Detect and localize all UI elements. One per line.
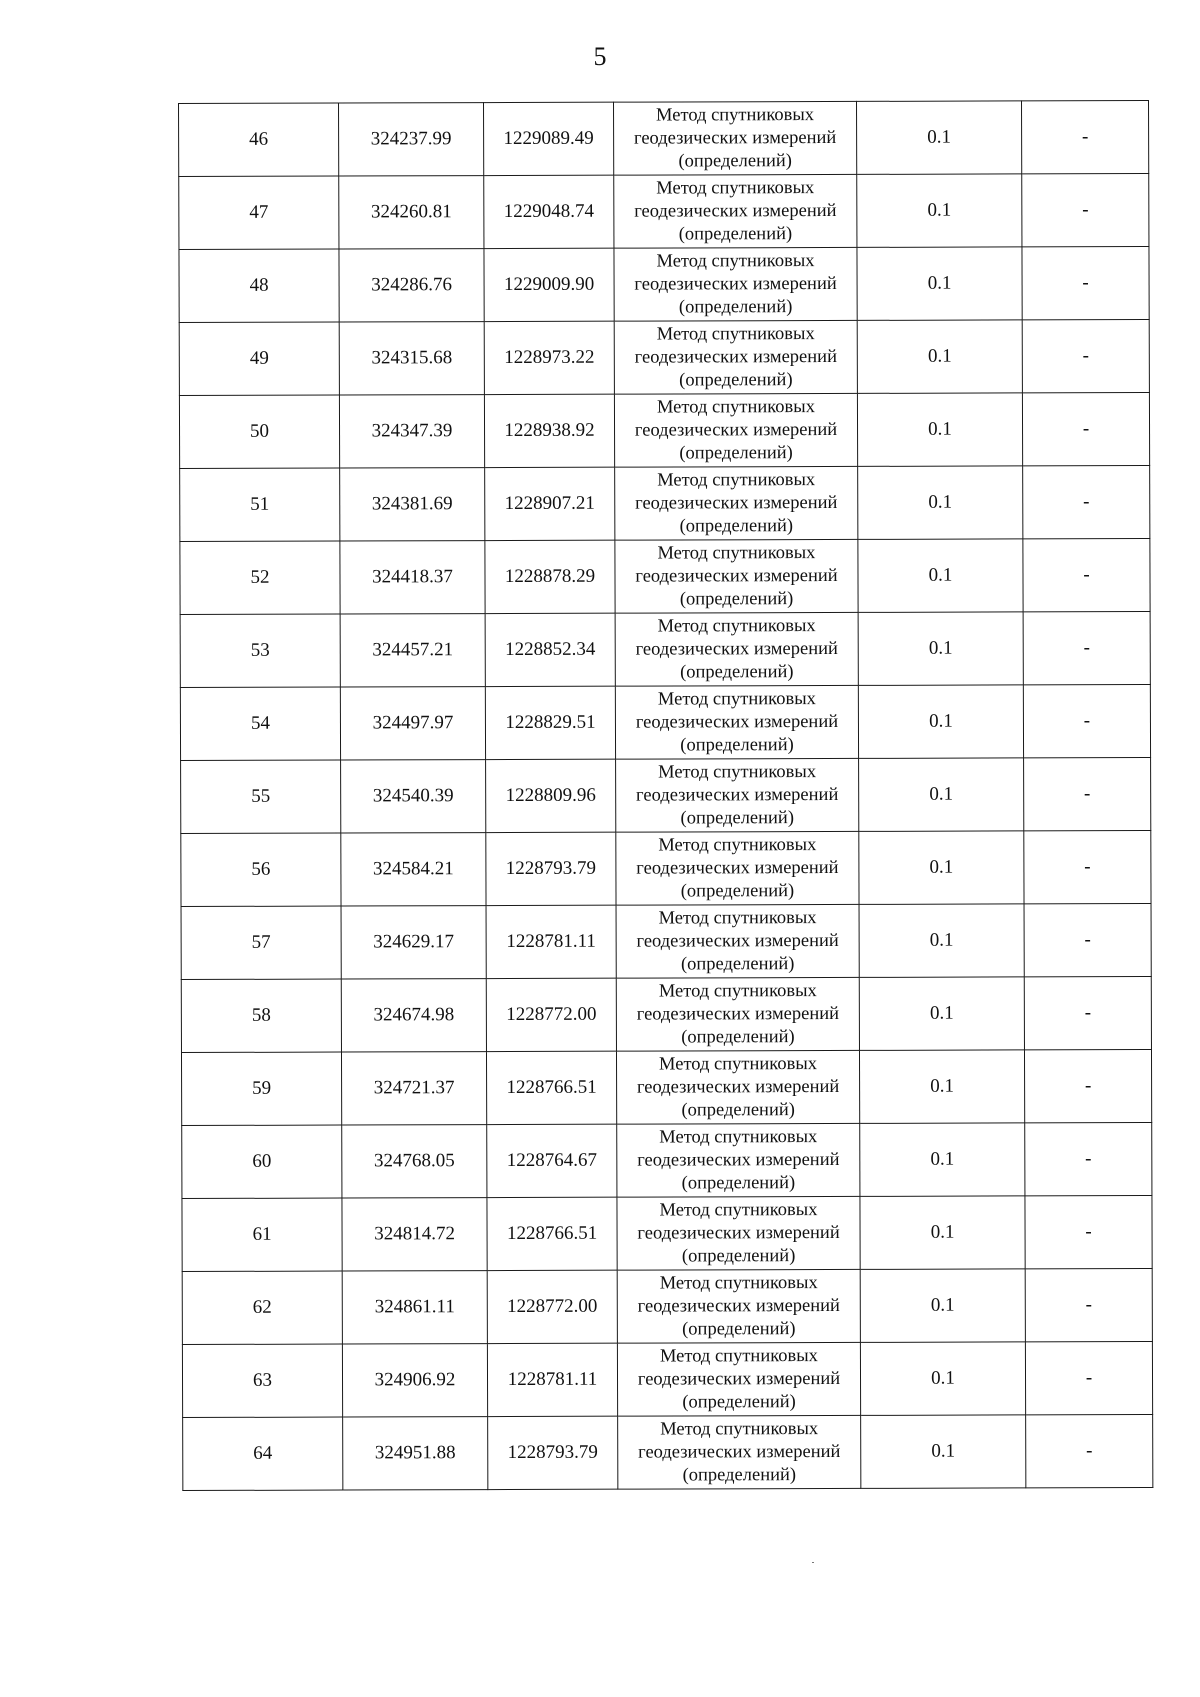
note-cell: -: [1025, 1122, 1152, 1195]
method-line: Метод спутниковых: [656, 104, 815, 126]
method-cell: [614, 320, 857, 394]
method-line: (определений): [679, 369, 793, 390]
accuracy-cell: 0.1: [859, 1050, 1024, 1124]
x-coordinate-cell: 324286.76: [339, 249, 484, 322]
x-coordinate-cell: 324237.99: [339, 103, 484, 176]
note-cell: -: [1024, 830, 1151, 903]
method-line: (определений): [681, 1245, 796, 1266]
accuracy-cell: 0.1: [857, 101, 1022, 175]
method-cell: [614, 393, 857, 467]
accuracy-cell: 0.1: [858, 539, 1023, 613]
method-line: Метод спутниковых: [658, 1053, 818, 1075]
method-cell: [615, 539, 858, 613]
x-coordinate-cell: 324497.97: [340, 687, 485, 760]
note-cell: -: [1023, 684, 1150, 757]
method-line: Метод спутниковых: [657, 615, 816, 637]
method-line: (определений): [680, 734, 794, 755]
point-number-cell: 50: [179, 395, 339, 469]
method-line: геодезических измерений: [636, 857, 839, 879]
method-line: Метод спутниковых: [658, 907, 817, 929]
table-row: [181, 830, 1151, 906]
method-line: геодезических измерений: [635, 711, 839, 733]
method-line: Метод спутниковых: [656, 396, 815, 418]
y-coordinate-cell: 1228809.96: [486, 759, 616, 832]
table-row: [179, 100, 1149, 176]
method-cell: [616, 904, 859, 978]
x-coordinate-cell: 324906.92: [342, 1344, 487, 1417]
table-row: [179, 319, 1149, 395]
method-line: Метод спутниковых: [657, 542, 816, 564]
method-line: (определений): [678, 223, 793, 244]
method-line: (определений): [682, 1464, 797, 1485]
method-cell: [614, 174, 857, 248]
method-line: (определений): [682, 1391, 796, 1412]
table-row: [180, 465, 1150, 541]
method-cell: [614, 101, 857, 175]
method-line: (определений): [680, 807, 795, 828]
point-number-cell: 62: [182, 1271, 342, 1345]
accuracy-cell: 0.1: [860, 1196, 1025, 1270]
method-line: Метод спутниковых: [657, 688, 816, 710]
y-coordinate-cell: 1229009.90: [484, 248, 614, 321]
y-coordinate-cell: 1228766.51: [487, 1197, 617, 1270]
method-line: геодезических измерений: [636, 930, 839, 952]
table-row: [182, 1122, 1152, 1198]
note-cell: -: [1022, 100, 1149, 173]
note-cell: -: [1025, 1195, 1152, 1268]
x-coordinate-cell: 324540.39: [341, 760, 486, 833]
y-coordinate-cell: 1228973.22: [484, 321, 614, 394]
x-coordinate-cell: 324814.72: [342, 1198, 487, 1271]
accuracy-cell: 0.1: [858, 685, 1023, 759]
method-line: (определений): [681, 1026, 795, 1047]
point-number-cell: 47: [179, 176, 339, 250]
accuracy-cell: 0.1: [859, 904, 1024, 978]
note-cell: -: [1022, 246, 1149, 319]
point-number-cell: 46: [179, 103, 339, 177]
y-coordinate-cell: 1228793.79: [488, 1416, 618, 1489]
method-line: Метод спутниковых: [659, 1272, 818, 1294]
method-cell: [618, 1415, 861, 1489]
accuracy-cell: 0.1: [857, 320, 1022, 394]
accuracy-cell: 0.1: [857, 174, 1022, 248]
note-cell: -: [1024, 1049, 1151, 1122]
method-cell: [615, 685, 858, 759]
method-line: геодезических измерений: [636, 1003, 840, 1025]
method-line: геодезических измерений: [633, 127, 837, 149]
table-row: [183, 1414, 1153, 1490]
accuracy-cell: 0.1: [858, 612, 1023, 686]
point-number-cell: 56: [181, 833, 341, 907]
method-cell: [616, 831, 859, 905]
coordinates-table: [178, 100, 1153, 1491]
note-cell: -: [1023, 538, 1150, 611]
accuracy-cell: 0.1: [859, 977, 1024, 1051]
method-line: геодезических измерений: [636, 1076, 840, 1098]
x-coordinate-cell: 324629.17: [341, 906, 486, 979]
note-cell: -: [1023, 465, 1150, 538]
table-row: [182, 1341, 1152, 1417]
method-line: геодезических измерений: [634, 200, 837, 222]
point-number-cell: 53: [180, 614, 340, 688]
x-coordinate-cell: 324861.11: [342, 1271, 487, 1344]
accuracy-cell: 0.1: [857, 247, 1022, 321]
method-line: геодезических измерений: [637, 1222, 840, 1244]
x-coordinate-cell: 324721.37: [341, 1052, 486, 1125]
method-line: геодезических измерений: [635, 565, 838, 587]
coordinates-table-wrapper: [178, 100, 1152, 1491]
point-number-cell: 64: [183, 1417, 343, 1491]
x-coordinate-cell: 324347.39: [339, 395, 484, 468]
method-line: (определений): [680, 953, 795, 974]
method-line: Метод спутниковых: [658, 761, 817, 783]
note-cell: -: [1024, 976, 1151, 1049]
accuracy-cell: 0.1: [861, 1415, 1026, 1489]
method-line: Метод спутниковых: [657, 469, 816, 491]
method-line: Метод спутниковых: [656, 250, 815, 272]
table-body: [179, 100, 1153, 1490]
note-cell: -: [1026, 1414, 1153, 1487]
point-number-cell: 60: [182, 1125, 342, 1199]
method-line: геодезических измерений: [635, 638, 838, 660]
y-coordinate-cell: 1228766.51: [486, 1051, 616, 1124]
point-number-cell: 54: [180, 687, 340, 761]
method-cell: [617, 1269, 860, 1343]
scan-speck: [812, 1562, 814, 1563]
note-cell: -: [1022, 392, 1149, 465]
method-line: (определений): [679, 442, 793, 463]
point-number-cell: 51: [180, 468, 340, 542]
x-coordinate-cell: 324951.88: [343, 1417, 488, 1490]
point-number-cell: 58: [181, 979, 341, 1053]
accuracy-cell: 0.1: [859, 758, 1024, 832]
method-cell: [615, 466, 858, 540]
point-number-cell: 59: [181, 1052, 341, 1126]
table-row: [179, 173, 1149, 249]
table-row: [180, 684, 1150, 760]
point-number-cell: 49: [179, 322, 339, 396]
point-number-cell: 57: [181, 906, 341, 980]
method-cell: [617, 1196, 860, 1270]
method-line: Метод спутниковых: [658, 980, 817, 1002]
method-line: геодезических измерений: [637, 1295, 840, 1317]
method-cell: [616, 758, 859, 832]
y-coordinate-cell: 1228764.67: [487, 1124, 617, 1197]
x-coordinate-cell: 324418.37: [340, 541, 485, 614]
table-row: [179, 246, 1149, 322]
method-line: (определений): [679, 515, 794, 536]
x-coordinate-cell: 324768.05: [342, 1125, 487, 1198]
note-cell: -: [1024, 903, 1151, 976]
note-cell: -: [1024, 757, 1151, 830]
method-line: геодезических измерений: [634, 273, 837, 295]
note-cell: -: [1022, 319, 1149, 392]
method-line: геодезических измерений: [638, 1441, 841, 1463]
y-coordinate-cell: 1229048.74: [484, 175, 614, 248]
table-row: [182, 1195, 1152, 1271]
method-line: (определений): [680, 880, 795, 901]
y-coordinate-cell: 1228878.29: [485, 540, 615, 613]
point-number-cell: 55: [181, 760, 341, 834]
x-coordinate-cell: 324381.69: [340, 468, 485, 541]
point-number-cell: 52: [180, 541, 340, 615]
y-coordinate-cell: 1228852.34: [485, 613, 615, 686]
x-coordinate-cell: 324315.68: [339, 322, 484, 395]
y-coordinate-cell: 1228907.21: [485, 467, 615, 540]
y-coordinate-cell: 1228829.51: [485, 686, 615, 759]
method-line: Метод спутниковых: [658, 834, 817, 856]
y-coordinate-cell: 1229089.49: [484, 102, 614, 175]
method-line: геодезических измерений: [635, 784, 839, 806]
y-coordinate-cell: 1228772.00: [486, 978, 616, 1051]
method-line: Метод спутниковых: [659, 1199, 818, 1221]
table-row: [180, 538, 1150, 614]
method-line: Метод спутниковых: [656, 177, 815, 199]
page-number: 5: [593, 42, 607, 71]
method-line: (определений): [679, 588, 794, 609]
method-line: (определений): [678, 150, 792, 171]
method-cell: [617, 1342, 860, 1416]
table-row: [179, 392, 1149, 468]
method-line: (определений): [681, 1099, 795, 1120]
accuracy-cell: 0.1: [860, 1269, 1025, 1343]
accuracy-cell: 0.1: [857, 393, 1022, 467]
method-line: (определений): [678, 296, 793, 317]
point-number-cell: 63: [182, 1344, 342, 1418]
y-coordinate-cell: 1228793.79: [486, 832, 616, 905]
y-coordinate-cell: 1228938.92: [484, 394, 614, 467]
y-coordinate-cell: 1228772.00: [487, 1270, 617, 1343]
y-coordinate-cell: 1228781.11: [487, 1343, 617, 1416]
method-line: (определений): [681, 1172, 796, 1193]
method-cell: [615, 612, 858, 686]
x-coordinate-cell: 324457.21: [340, 614, 485, 687]
x-coordinate-cell: 324584.21: [341, 833, 486, 906]
method-cell: [614, 247, 857, 321]
method-line: геодезических измерений: [634, 419, 838, 441]
note-cell: -: [1023, 611, 1150, 684]
point-number-cell: 48: [179, 249, 339, 323]
note-cell: -: [1025, 1341, 1152, 1414]
note-cell: -: [1022, 173, 1149, 246]
method-line: Метод спутниковых: [659, 1345, 818, 1367]
table-row: [181, 903, 1151, 979]
method-line: геодезических измерений: [635, 492, 838, 514]
method-cell: [616, 1050, 859, 1124]
point-number-cell: 61: [182, 1198, 342, 1272]
table-row: [182, 1268, 1152, 1344]
accuracy-cell: 0.1: [858, 466, 1023, 540]
method-line: (определений): [682, 1318, 796, 1339]
method-line: Метод спутниковых: [656, 323, 815, 345]
method-line: геодезических измерений: [637, 1149, 840, 1171]
method-line: Метод спутниковых: [660, 1418, 819, 1440]
method-cell: [617, 1123, 860, 1197]
accuracy-cell: 0.1: [859, 831, 1024, 905]
method-cell: [616, 977, 859, 1051]
method-line: геодезических измерений: [637, 1368, 841, 1390]
method-line: Метод спутниковых: [659, 1126, 818, 1148]
table-row: [181, 976, 1151, 1052]
accuracy-cell: 0.1: [860, 1342, 1025, 1416]
accuracy-cell: 0.1: [860, 1123, 1025, 1197]
table-row: [181, 1049, 1151, 1125]
x-coordinate-cell: 324260.81: [339, 176, 484, 249]
method-line: (определений): [680, 661, 794, 682]
table-row: [180, 611, 1150, 687]
table-row: [181, 757, 1151, 833]
note-cell: -: [1025, 1268, 1152, 1341]
x-coordinate-cell: 324674.98: [341, 979, 486, 1052]
method-line: геодезических измерений: [634, 346, 837, 368]
y-coordinate-cell: 1228781.11: [486, 905, 616, 978]
